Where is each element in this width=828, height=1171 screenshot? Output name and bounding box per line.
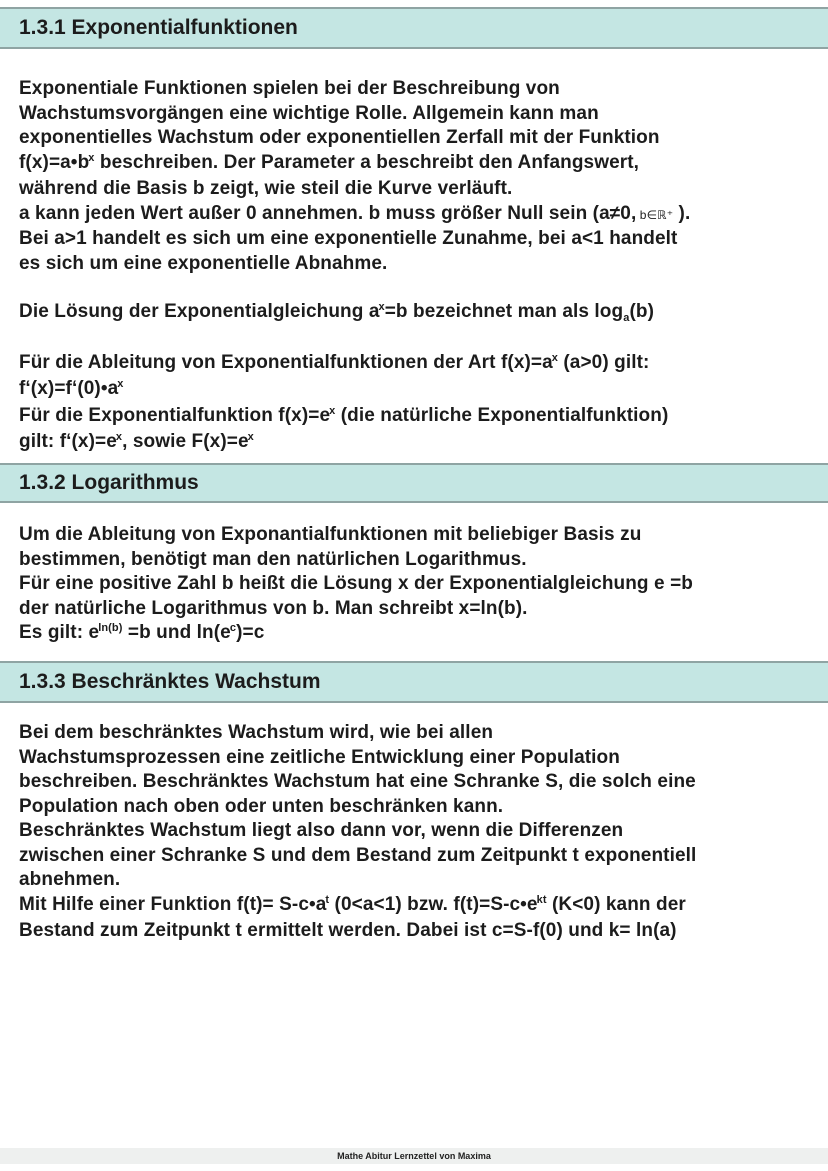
section-title: 1.3.1 Exponentialfunktionen (19, 16, 298, 39)
text-line: Population nach oben oder unten beschränken kann. (19, 795, 504, 817)
text-line: Bei a>1 handelt es sich um eine exponentielle Zunahme, bei a<1 handelt (19, 228, 678, 249)
section-header-logarithmus (0, 463, 828, 503)
formula-line: $f(x)=a•b^x$ beschreiben. Der Parameter a beschreibt den Anfangswert, (19, 151, 640, 173)
text-line: der natürliche Logarithmus von b. Man schreibt x=ln(b). (19, 597, 528, 619)
text-line: Bestand zum Zeitpunkt t ermittelt werden. Dabei ist c=S-f(0) und k= ln(a) (19, 920, 677, 941)
identity-line: Es gilt: $e^{ln(b)} =b$ und $\ln(e^c)=c$ (19, 622, 265, 643)
condition-line: a kann jeden Wert außer 0 annehmen. b muss größer Null sein (a≠0, b∈ℝ⁺ ). (19, 202, 691, 224)
text-line: Exponentiale Funktionen spielen bei der Beschreibung von (19, 78, 560, 99)
text-line: zwischen einer Schranke S und dem Bestand zum Zeitpunkt t exponentiell (19, 844, 697, 866)
text-line: Für eine positive Zahl b heißt die Lösung x der Exponentialgleichung e =b (19, 573, 693, 594)
derivative-line: $f‘(x)=f‘(0)•a^x$ (19, 378, 124, 399)
section-title: 1.3.2 Logarithmus (19, 471, 199, 494)
text-line: Beschränktes Wachstum liegt also dann vor, wenn die Differenzen (19, 820, 624, 841)
derivative-line: gilt: $f‘(x)=e^x$, sowie $F(x)=e^x$ (19, 431, 254, 452)
text-line: während die Basis b zeigt, wie steil die Kurve verläuft. (19, 178, 513, 199)
section-title: 1.3.3 Beschränktes Wachstum (19, 670, 321, 693)
log-line: Die Lösung der Exponentialgleichung $a^x=b$ bezeichnet man als $\log_a(b)$ (19, 301, 654, 324)
text-line: exponentielles Wachstum oder exponentiellen Zerfall mit der Funktion (19, 127, 660, 148)
wachstum-text (19, 721, 819, 944)
text-line: es sich um eine exponentielle Abnahme. (19, 252, 388, 274)
text-line: Um die Ableitung von Exponantialfunktionen mit beliebiger Basis zu (19, 524, 642, 545)
text-line: beschreiben. Beschränktes Wachstum hat eine Schranke S, die solch eine (19, 771, 696, 792)
derivative-line: Für die Exponentialfunktion $f(x)=e^x$ (die natürliche Exponentialfunktion) (19, 404, 669, 426)
exponential-text (19, 77, 819, 457)
logarithmus-text (19, 523, 819, 648)
section-header-beschraenktes-wachstum (0, 661, 828, 703)
function-line: Mit Hilfe einer Funktion $f(t)= S-c•a^t$ (0<a<1) bzw. $f(t)=S-c•e^{kt}$ (K<0) kann der (19, 893, 686, 915)
text-line: Wachstumsprozessen eine zeitliche Entwicklung einer Population (19, 746, 620, 768)
text-line: Wachstumsvorgängen eine wichtige Rolle. Allgemein kann man (19, 102, 599, 124)
text-line: abnehmen. (19, 869, 121, 890)
text-line: bestimmen, benötigt man den natürlichen Logarithmus. (19, 548, 527, 570)
section-header-exponentialfunktionen (0, 7, 828, 49)
derivative-line: Für die Ableitung von Exponentialfunktionen der Art $f(x)=a^x$ (a>0) gilt: (19, 351, 650, 373)
text-line: Bei dem beschränktes Wachstum wird, wie bei allen (19, 722, 494, 743)
page-footer: Mathe Abitur Lernzettel von Maxima (0, 1148, 828, 1164)
